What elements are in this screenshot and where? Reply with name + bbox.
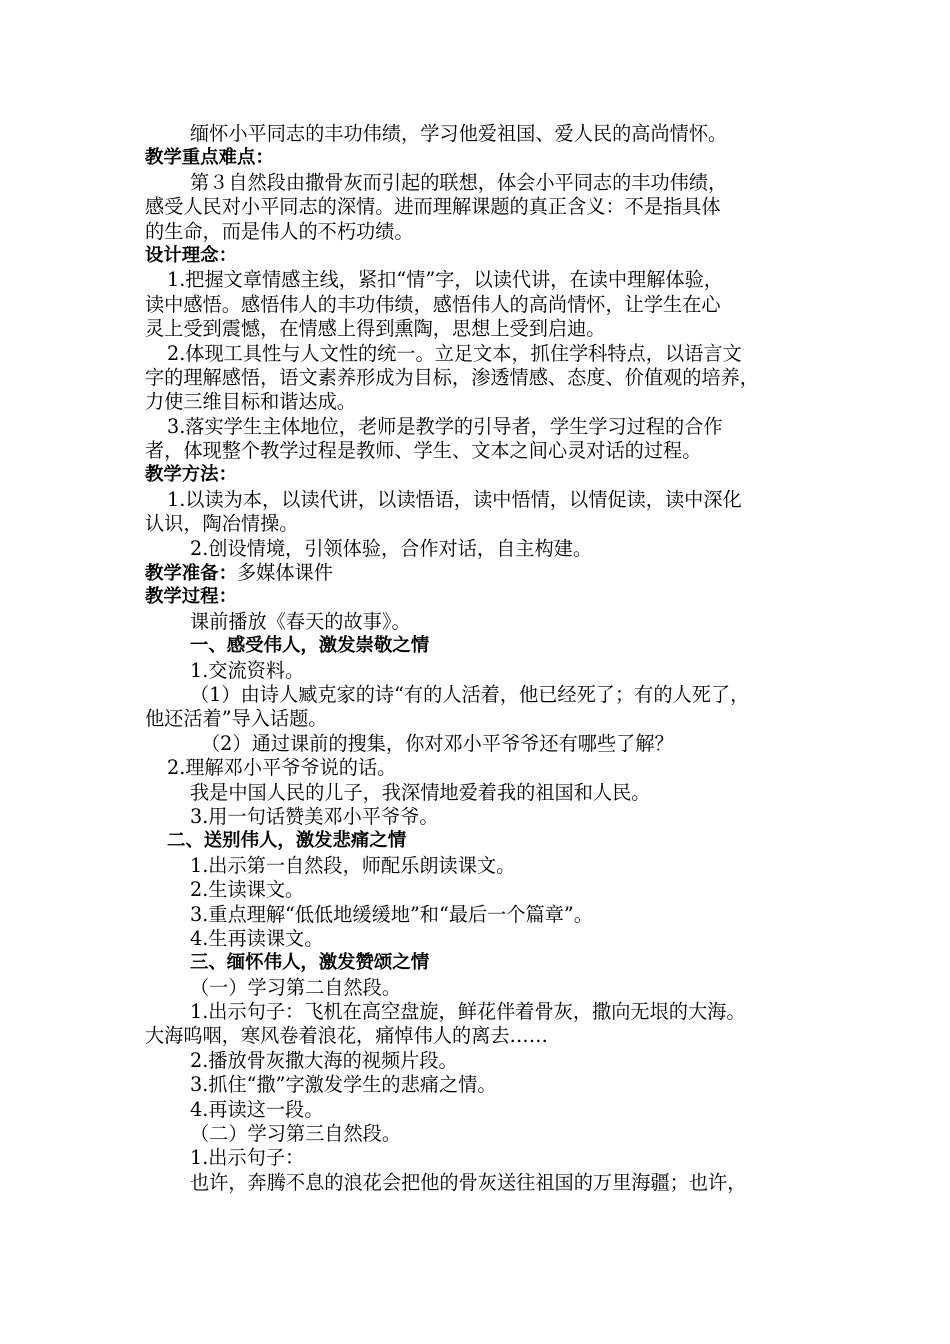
preparation-value: 多媒体课件: [236, 561, 333, 585]
text-line: 他还活着”导入话题。: [145, 707, 328, 731]
subsection-heading-2: 二、送别伟人，激发悲痛之情: [167, 830, 407, 852]
preparation-line: [145, 561, 810, 585]
document-page: [145, 122, 810, 1195]
text-line: 2.播放骨灰撒大海的视频片段。: [190, 1048, 458, 1072]
text-line: 1.把握文章情感主线，紧扣“情”字，以读代讲，在读中理解体验，: [167, 268, 723, 292]
text-line: 1.出示句子：: [190, 1146, 305, 1170]
section-heading-preparation: 教学准备：: [145, 563, 237, 585]
text-line: 2.创设情境，引领体验，合作对话，自主构建。: [190, 536, 593, 560]
text-line: 2.生读课文。: [190, 878, 305, 902]
text-line: 读中感悟。感悟伟人的丰功伟绩，感悟伟人的高尚情怀，让学生在心: [145, 292, 721, 316]
text-line: 课前播放《春天的故事》。: [190, 609, 411, 633]
text-line: （2）通过课前的搜集，你对邓小平爷爷还有哪些了解？: [201, 731, 674, 755]
text-line: 大海呜咽，寒风卷着浪花，痛悼伟人的离去……: [145, 1024, 548, 1048]
section-heading-key-points: 教学重点难点：: [145, 147, 274, 169]
text-line: 4.再读这一段。: [190, 1097, 324, 1121]
text-line: 3.落实学生主体地位，老师是教学的引导者，学生学习过程的合作: [167, 414, 723, 438]
text-line: 灵上受到震憾，在情感上得到熏陶，思想上受到启迪。: [145, 317, 606, 341]
text-line: 我是中国人民的儿子，我深情地爱着我的祖国和人民。: [190, 780, 651, 804]
text-line: 力使三维目标和谐达成。: [145, 390, 357, 414]
text-line: 缅怀小平同志的丰功伟绩，学习他爱祖国、爱人民的高尚情怀。: [190, 122, 728, 145]
text-line: 第３自然段由撒骨灰而引起的联想，体会小平同志的丰功伟绩，: [190, 170, 728, 194]
text-line: （二）学习第三自然段。: [190, 1122, 402, 1146]
text-line: 3.重点理解“低低地缓缓地”和“最后一个篇章”。: [190, 902, 593, 926]
text-line: 感受人民对小平同志的深情。进而理解课题的真正含义：不是指具体: [145, 195, 721, 219]
text-line: 1.出示第一自然段，师配乐朗读课文。: [190, 853, 516, 877]
text-line: （一）学习第二自然段。: [190, 975, 402, 999]
text-line: （1）由诗人臧克家的诗“有的人活着，他已经死了；有的人死了，: [190, 682, 750, 706]
text-line: 4.生再读课文。: [190, 926, 324, 950]
text-line: 者，体现整个教学过程是教师、学生、文本之间心灵对话的过程。: [145, 439, 702, 463]
text-line: 1.以读为本，以读代讲，以读悟语，读中悟情，以情促读，读中深化: [167, 487, 742, 511]
section-heading-process: 教学过程：: [145, 586, 237, 608]
text-line: 也许，奔腾不息的浪花会把他的骨灰送往祖国的万里海疆；也许，: [190, 1170, 747, 1194]
text-line: 1.交流资料。: [190, 658, 305, 682]
text-line: 2.理解邓小平爷爷说的话。: [167, 756, 397, 780]
text-line: 3.用一句话赞美邓小平爷爷。: [190, 804, 439, 828]
text-line: 字的理解感悟，语文素养形成为目标，渗透情感、态度、价值观的培养，: [145, 365, 759, 389]
text-line: 的生命，而是伟人的不朽功绩。: [145, 219, 414, 243]
section-heading-design-concept: 设计理念：: [145, 244, 237, 266]
text-line: 2.体现工具性与人文性的统一。立足文本，抓住学科特点，以语言文: [167, 341, 742, 365]
subsection-heading-3: 三、缅怀伟人，激发赞颂之情: [190, 952, 430, 974]
text-line: 1.出示句子：飞机在高空盘旋，鲜花伴着骨灰，撒向无垠的大海。: [190, 1000, 746, 1024]
text-line: 3.抓住“撒”字激发学生的悲痛之情。: [190, 1073, 497, 1097]
section-heading-methods: 教学方法：: [145, 464, 237, 486]
subsection-heading-1: 一、感受伟人，激发崇敬之情: [190, 635, 430, 657]
text-line: 认识，陶冶情操。: [145, 512, 299, 536]
